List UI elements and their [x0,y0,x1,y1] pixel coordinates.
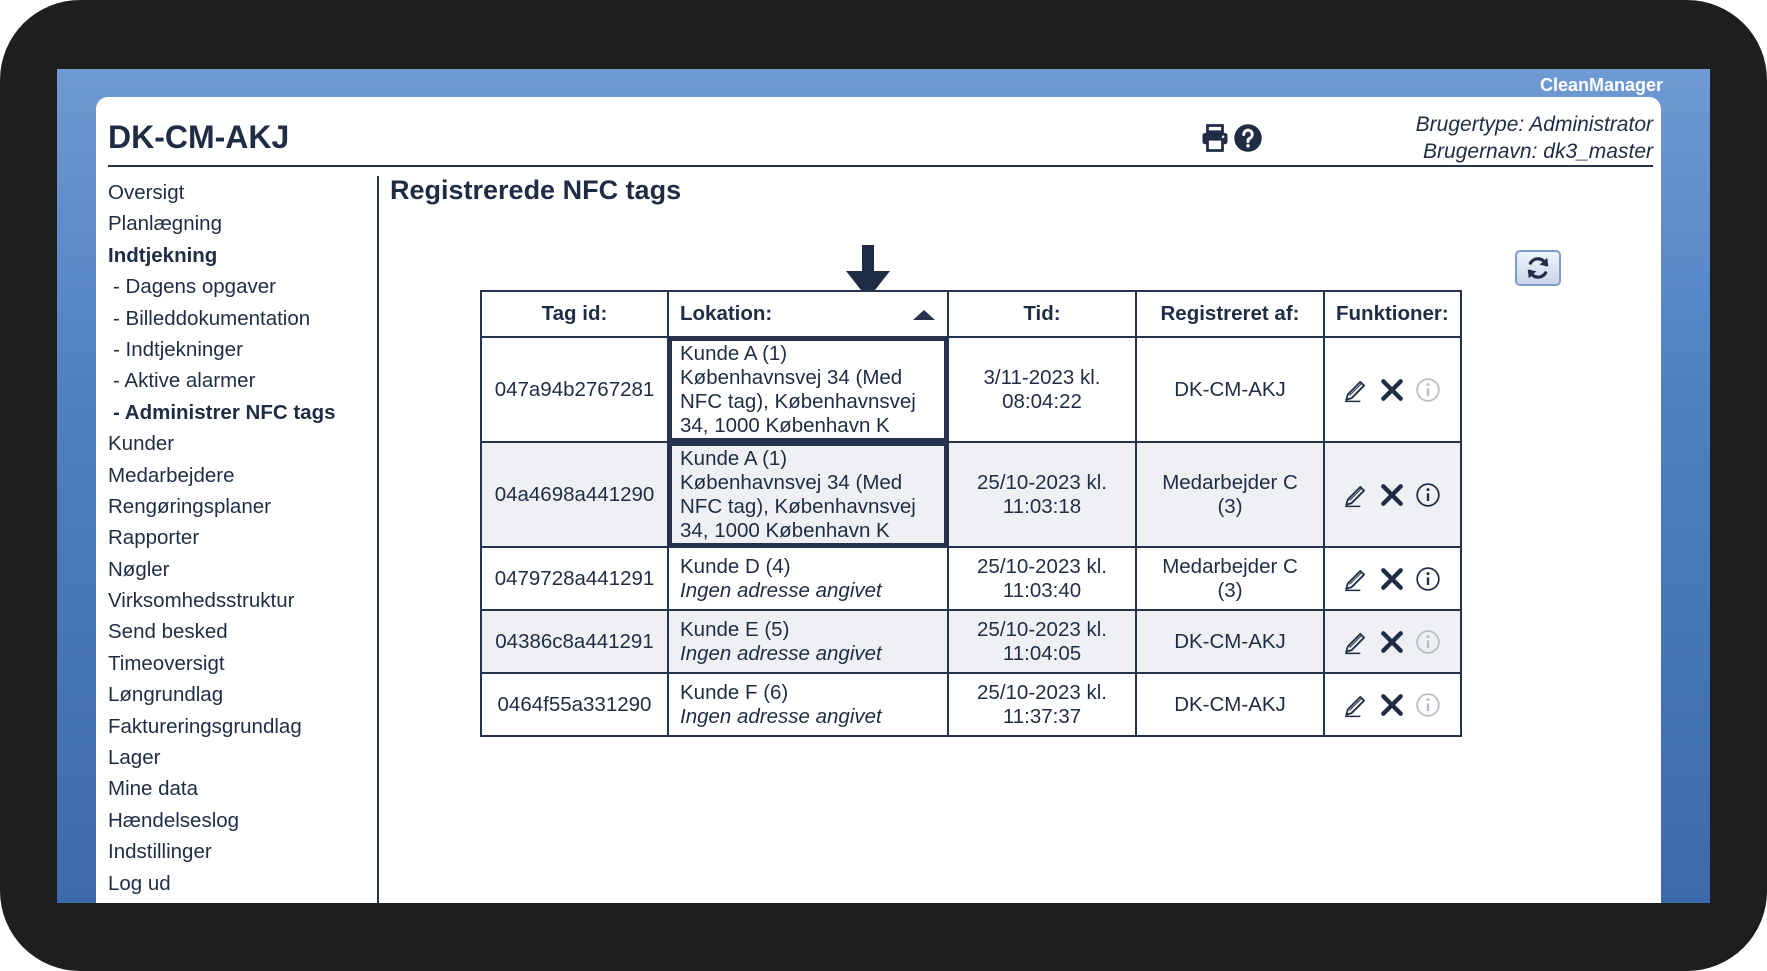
cell-lokation [668,673,948,736]
delete-x-icon[interactable] [1379,692,1405,718]
location-address: Ingen adresse angivet [680,704,882,728]
sidebar-item[interactable]: Kunder [108,432,175,456]
main-panel [96,97,1661,903]
location-name: Kunde F (6) [680,680,789,704]
brand-label: CleanManager [1539,75,1663,95]
cell-tid: 25/10-2023 kl. 11:03:40 [948,547,1136,610]
sidebar-item[interactable]: Medarbejdere [108,463,235,487]
info-icon[interactable] [1415,566,1441,592]
sidebar-item[interactable]: Indstillinger [108,840,212,864]
sidebar-item[interactable]: - Billeddokumentation [113,306,311,330]
screen [57,69,1710,903]
location-name: Kunde D (4) [680,554,791,578]
sidebar-item[interactable]: Løngrundlag [108,683,224,707]
sidebar-item[interactable]: Rapporter [108,526,200,550]
sidebar-item[interactable]: - Dagens opgaver [113,275,276,299]
sidebar-item[interactable]: Rengøringsplaner [108,494,271,518]
help-icon[interactable] [1233,123,1263,153]
location-name: Kunde E (5) [680,617,790,641]
cell-funktioner [1324,673,1461,736]
column-header-funktioner: Funktioner: [1324,291,1461,337]
cell-tag-id: 0464f55a331290 [481,673,668,736]
info-icon [1415,377,1441,403]
cell-lokation [668,547,948,610]
page-title: Registrerede NFC tags [390,175,682,205]
cell-tag-id: 04386c8a441291 [481,610,668,673]
info-icon [1415,629,1441,655]
sidebar-item[interactable]: Indtjekning [108,243,218,267]
column-header-lokation-label: Lokation: [680,302,773,325]
sidebar-item[interactable]: Timeoversigt [108,651,225,675]
location-name: Kunde A (1) [680,446,788,470]
location-address: Ingen adresse angivet [680,641,882,665]
column-header-registreret-af[interactable]: Registreret af: [1136,291,1324,337]
info-icon[interactable] [1415,482,1441,508]
sidebar-item[interactable]: Faktureringsgrundlag [108,714,302,738]
cell-tid: 25/10-2023 kl. 11:03:18 [948,442,1136,547]
sidebar-divider [377,176,379,903]
table-row [481,610,1461,673]
column-header-tid[interactable]: Tid: [948,291,1136,337]
nfc-tags-table [480,290,1462,737]
table-row [481,547,1461,610]
column-header-tag-id[interactable]: Tag id: [481,291,668,337]
edit-pencil-icon[interactable] [1343,692,1369,718]
cell-tid: 3/11-2023 kl. 08:04:22 [948,337,1136,442]
cell-tag-id: 047a94b2767281 [481,337,668,442]
cell-funktioner [1324,610,1461,673]
table-row [481,337,1461,442]
cell-registreret-af: DK-CM-AKJ [1136,673,1324,736]
cell-tid: 25/10-2023 kl. 11:04:05 [948,610,1136,673]
sort-ascending-icon[interactable] [913,310,935,320]
sidebar-item[interactable]: Oversigt [108,181,185,204]
table-header-row [481,291,1461,337]
column-header-lokation[interactable] [668,291,948,337]
cell-registreret-af: DK-CM-AKJ [1136,610,1324,673]
site-title: DK-CM-AKJ [108,119,290,155]
sidebar-nav [108,177,368,899]
header-divider [108,165,1653,167]
sidebar-item[interactable]: Send besked [108,620,228,644]
cell-tid: 25/10-2023 kl. 11:37:37 [948,673,1136,736]
user-name: Brugernavn: dk3_master [1423,140,1653,163]
table-row [481,673,1461,736]
delete-x-icon[interactable] [1379,566,1405,592]
delete-x-icon[interactable] [1379,482,1405,508]
sidebar-item[interactable]: Log ud [108,871,171,895]
print-icon[interactable] [1200,123,1230,153]
cell-registreret-af: Medarbejder C (3) [1136,442,1324,547]
table-row [481,442,1461,547]
sidebar-item[interactable]: Hændelseslog [108,808,240,832]
cell-registreret-af: Medarbejder C (3) [1136,547,1324,610]
edit-pencil-icon[interactable] [1343,566,1369,592]
sidebar-item[interactable]: - Indtjekninger [113,337,243,361]
edit-pencil-icon[interactable] [1343,629,1369,655]
cell-lokation [668,610,948,673]
location-address: Ingen adresse angivet [680,578,882,602]
refresh-icon [1525,255,1551,281]
cell-funktioner [1324,442,1461,547]
sidebar-item[interactable]: Lager [108,746,161,770]
location-address: Københavnsvej 34 (Med NFC tag), Københavnsvej 34, 1000 København K [680,470,916,542]
cell-tag-id: 0479728a441291 [481,547,668,610]
sidebar-item[interactable]: - Aktive alarmer [113,369,256,393]
edit-pencil-icon[interactable] [1343,377,1369,403]
sidebar-item[interactable]: Virksomhedsstruktur [108,589,295,613]
cell-funktioner [1324,547,1461,610]
sidebar-item[interactable]: Nøgler [108,557,170,581]
cell-lokation [668,442,948,547]
user-info [1416,111,1653,165]
location-name: Kunde A (1) [680,341,788,365]
table-body [481,337,1461,736]
refresh-button[interactable] [1515,250,1561,286]
info-icon [1415,692,1441,718]
edit-pencil-icon[interactable] [1343,482,1369,508]
cell-funktioner [1324,337,1461,442]
sidebar-item[interactable]: Planlægning [108,212,222,236]
cell-tag-id: 04a4698a441290 [481,442,668,547]
sidebar-item[interactable]: Mine data [108,777,199,801]
location-address: Københavnsvej 34 (Med NFC tag), Københavnsvej 34, 1000 København K [680,365,916,437]
user-type: Brugertype: Administrator [1415,113,1653,136]
delete-x-icon[interactable] [1379,629,1405,655]
cell-lokation [668,337,948,442]
sidebar-item[interactable]: - Administrer NFC tags [113,400,336,424]
delete-x-icon[interactable] [1379,377,1405,403]
cell-registreret-af: DK-CM-AKJ [1136,337,1324,442]
